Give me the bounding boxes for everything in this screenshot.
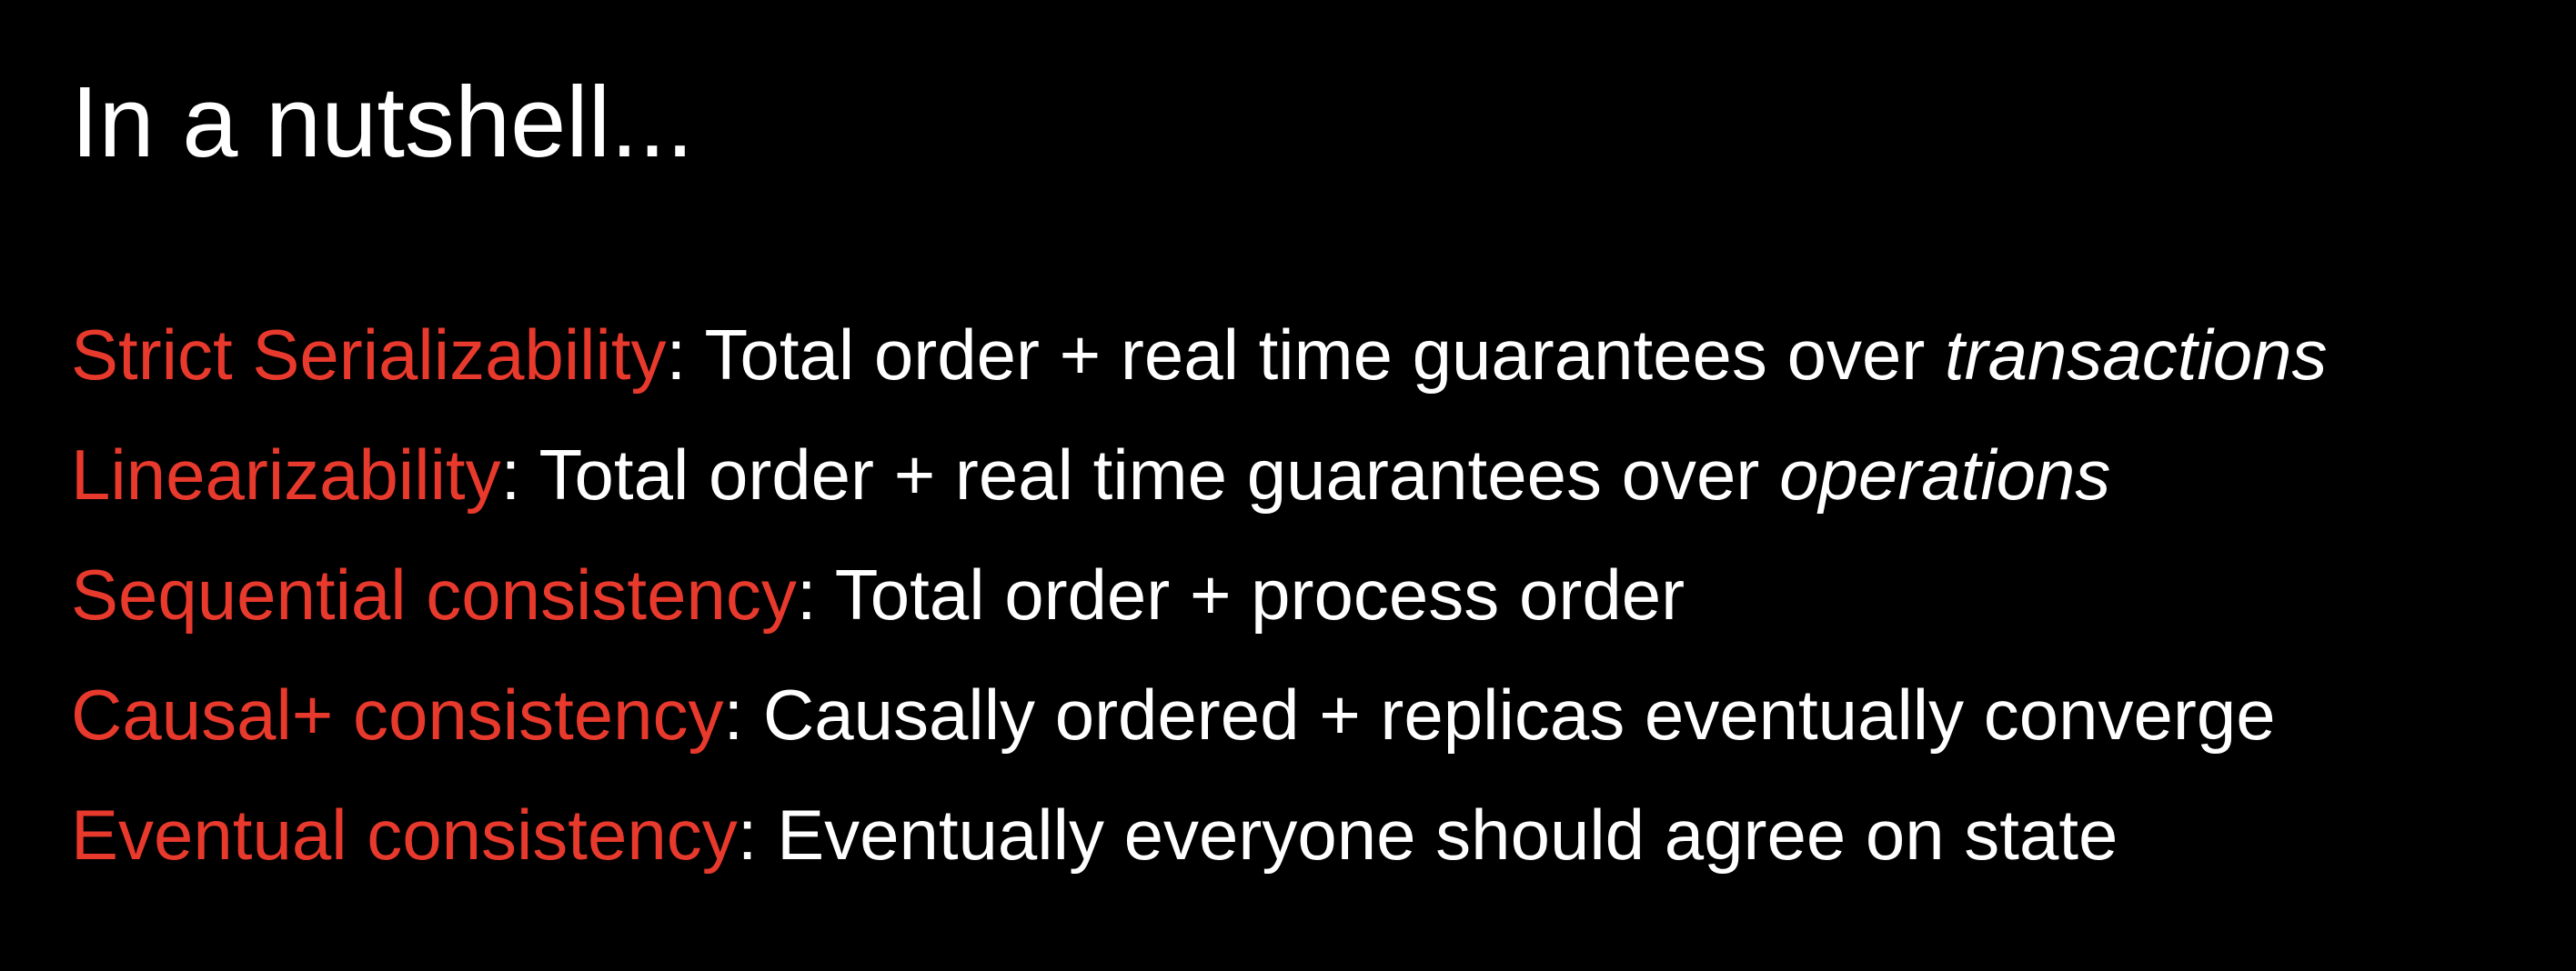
description-text: Total order + real time guarantees over [538, 435, 1780, 515]
list-item-sequential-consistency [71, 545, 2328, 665]
description-text: Total order + process order [834, 555, 1685, 635]
emphasis-text: operations [1779, 435, 2111, 515]
slide-title: In a nutshell... [71, 66, 694, 178]
separator: : [796, 555, 835, 635]
list-item-strict-serializability [71, 305, 2328, 425]
list-item-eventual-consistency [71, 785, 2328, 905]
description-text: Causally ordered + replicas eventually converge [762, 675, 2276, 755]
emphasis-text: transactions [1945, 315, 2328, 395]
separator: : [737, 795, 778, 875]
list-item-causal-plus-consistency [71, 665, 2328, 785]
term-label: Eventual consistency [71, 795, 738, 875]
term-label: Causal+ consistency [71, 675, 724, 755]
term-label: Linearizability [71, 435, 501, 515]
description-text: Eventually everyone should agree on state [777, 795, 2118, 875]
term-label: Strict Serializability [71, 315, 667, 395]
term-label: Sequential consistency [71, 555, 797, 635]
list-item-linearizability [71, 425, 2328, 545]
description-text: Total order + real time guarantees over [704, 315, 1946, 395]
separator: : [723, 675, 763, 755]
consistency-models-list [71, 305, 2328, 905]
separator: : [500, 435, 539, 515]
separator: : [666, 315, 705, 395]
